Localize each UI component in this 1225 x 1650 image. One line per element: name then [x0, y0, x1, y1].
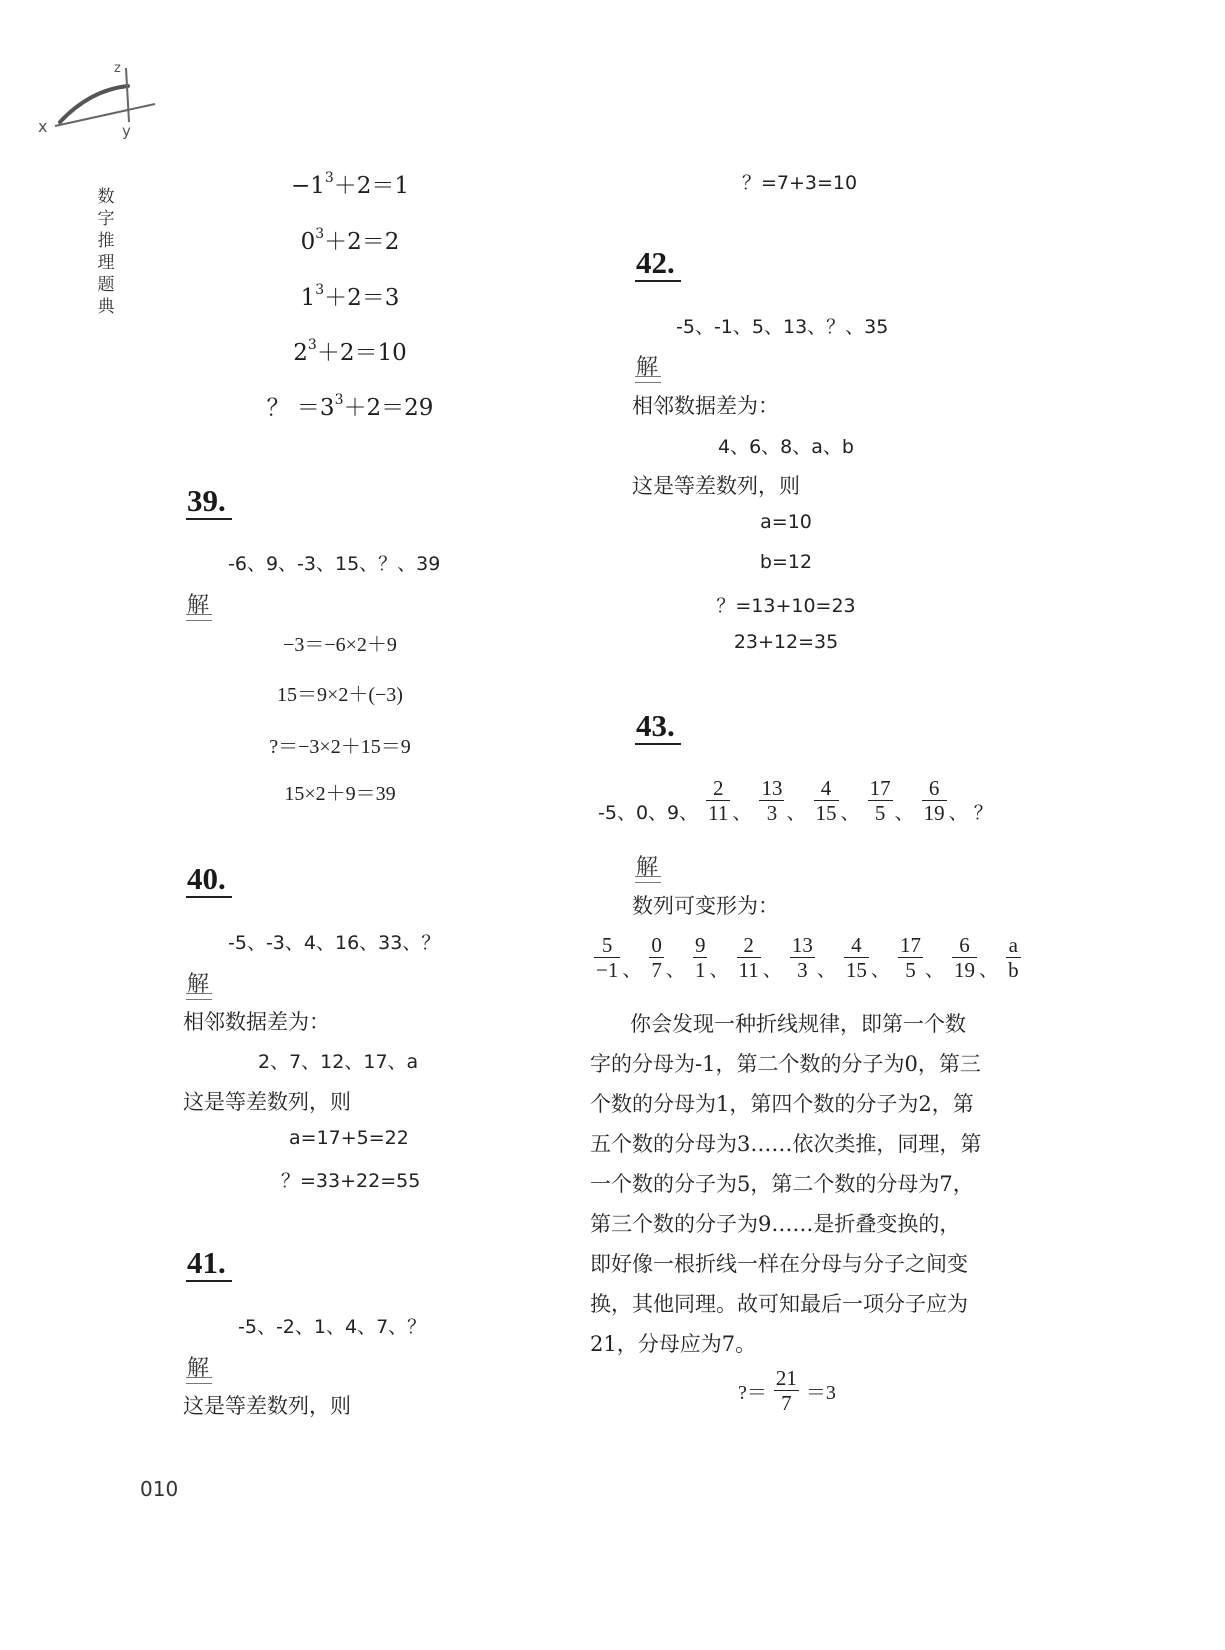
question-underline	[186, 896, 232, 898]
q41-solution-label: 解	[187, 1356, 210, 1381]
solution-underline	[635, 376, 661, 383]
fraction: $\frac{9}{1}$	[694, 933, 706, 982]
question-underline	[186, 518, 232, 520]
fraction: $\frac{6}{19}$	[954, 933, 976, 982]
fraction: $\frac{13}{3}$	[791, 933, 813, 982]
question-number-43: 43.	[636, 708, 675, 743]
solution-underline	[186, 1377, 212, 1384]
q38-line-3: $1^3+2=3$	[300, 282, 400, 311]
q40-sequence: -5、-3、4、16、33、？	[228, 932, 441, 954]
fraction: $\frac{13}{3}$	[761, 776, 783, 825]
q42-calc-3: ？=13+10=23	[716, 595, 856, 617]
q39-calc-1: −3＝−6×2＋9	[283, 634, 397, 656]
q39-calc-3: ?＝−3×2＋15＝9	[269, 736, 411, 758]
fraction: $\frac{6}{19}$	[923, 776, 945, 825]
q42-intro: 相邻数据差为：	[632, 394, 779, 418]
q41-note: 这是等差数列，则	[183, 1394, 351, 1418]
fraction: $\frac{17}{5}$	[869, 776, 891, 825]
fraction: $\frac{a}{b}$	[1008, 933, 1019, 982]
q42-note: 这是等差数列，则	[632, 474, 800, 498]
q43-answer: ?＝ $\frac{21}{7}$ ＝3	[738, 1366, 836, 1415]
question-number-42: 42.	[636, 245, 675, 280]
q43-intro: 数列可变形为：	[632, 894, 779, 918]
q40-intro: 相邻数据差为：	[183, 1010, 330, 1034]
q41-answer: ？=7+3=10	[742, 172, 858, 194]
fraction: $\frac{17}{5}$	[899, 933, 921, 982]
axis-label-z: z	[114, 61, 121, 76]
question-number-40: 40.	[187, 861, 226, 896]
q39-sequence: -6、9、-3、15、？、39	[228, 553, 441, 575]
q42-calc-4: 23+12=35	[733, 631, 839, 653]
question-underline	[635, 743, 681, 745]
axis-label-x: x	[38, 117, 48, 136]
q38-line-4: $2^3+2=10$	[293, 337, 407, 366]
q40-solution-label: 解	[187, 972, 210, 997]
book-title-vertical: 数 字 推 理 题 典	[97, 187, 115, 317]
q43-solution-label: 解	[636, 855, 659, 880]
q42-diffs: 4、6、8、a、b	[718, 436, 854, 458]
fraction: $\frac{4}{15}$	[845, 933, 867, 982]
q42-sequence: -5、-1、5、13、？、35	[676, 316, 889, 338]
q43-transformed-sequence: $\frac{5}{-1}$ 、 $\frac{0}{7}$ 、 $\frac{9}{1}$ 、 $\frac{2}{11}$ 、 $\frac{13}{3}$ 、 $\frac{4}{15}$ 、 $\frac{17}{5}$ 、 $\frac{6}{19}$ 、 $\frac{a}{b}$	[596, 933, 1019, 982]
fraction: $\frac{2}{11}$	[708, 776, 729, 825]
q38-line-2: $0^3+2=2$	[300, 226, 400, 255]
q41-sequence: -5、-2、1、4、7、？	[238, 1316, 427, 1338]
fraction: $\frac{21}{7}$	[775, 1366, 797, 1415]
solution-underline	[635, 876, 661, 883]
q38-line-1: $-1^3+2=1$	[290, 170, 410, 199]
question-underline	[635, 280, 681, 282]
fraction: $\frac{2}{11}$	[738, 933, 759, 982]
q40-calc-2: ？=33+22=55	[281, 1170, 421, 1192]
q42-calc-2: b=12	[759, 551, 813, 573]
question-underline	[186, 1280, 232, 1282]
solution-underline	[186, 993, 212, 1000]
q40-note: 这是等差数列，则	[183, 1090, 351, 1114]
q42-calc-1: a=10	[760, 511, 812, 533]
q43-explanation: 你会发现一种折线规律，即第一个数 字的分母为-1，第二个数的分子为0，第三 个数的分母为1，第四个数的分子为2，第 五个数的分母为3……依次类推，同理，第 一个数的分子为5，第二个数的分母为7， 第三个数的分子为9……是折叠变换的， 即好像一根折线一样在分母与分子之间变 换，其他同理。故可知最后一项分子应为 21，分母应为7。	[590, 1012, 982, 1356]
q39-solution-label: 解	[187, 593, 210, 618]
q40-diffs: 2、7、12、17、a	[258, 1051, 419, 1073]
q39-calc-2: 15＝9×2＋(−3)	[277, 684, 403, 706]
q38-line-5: ？ $=3^3+2=29$	[266, 392, 434, 421]
fraction: $\frac{4}{15}$	[815, 776, 837, 825]
axes-logo-icon	[30, 60, 170, 150]
fraction: $\frac{5}{-1}$	[596, 933, 619, 982]
question-number-39: 39.	[187, 483, 226, 518]
fraction: $\frac{0}{7}$	[651, 933, 662, 982]
page-number: 010	[140, 1477, 179, 1501]
q40-calc-1: a=17+5=22	[289, 1127, 409, 1149]
q43-sequence: -5、0、9、 $\frac{2}{11}$ 、 $\frac{13}{3}$ 、 $\frac{4}{15}$ 、 $\frac{17}{5}$ 、 $\frac{6}{19}$ 、 ？	[598, 776, 993, 825]
solution-underline	[186, 614, 212, 621]
axis-label-y: y	[122, 122, 131, 140]
q39-calc-4: 15×2＋9＝39	[284, 783, 396, 805]
question-number-41: 41.	[187, 1245, 226, 1280]
q42-solution-label: 解	[636, 355, 659, 380]
